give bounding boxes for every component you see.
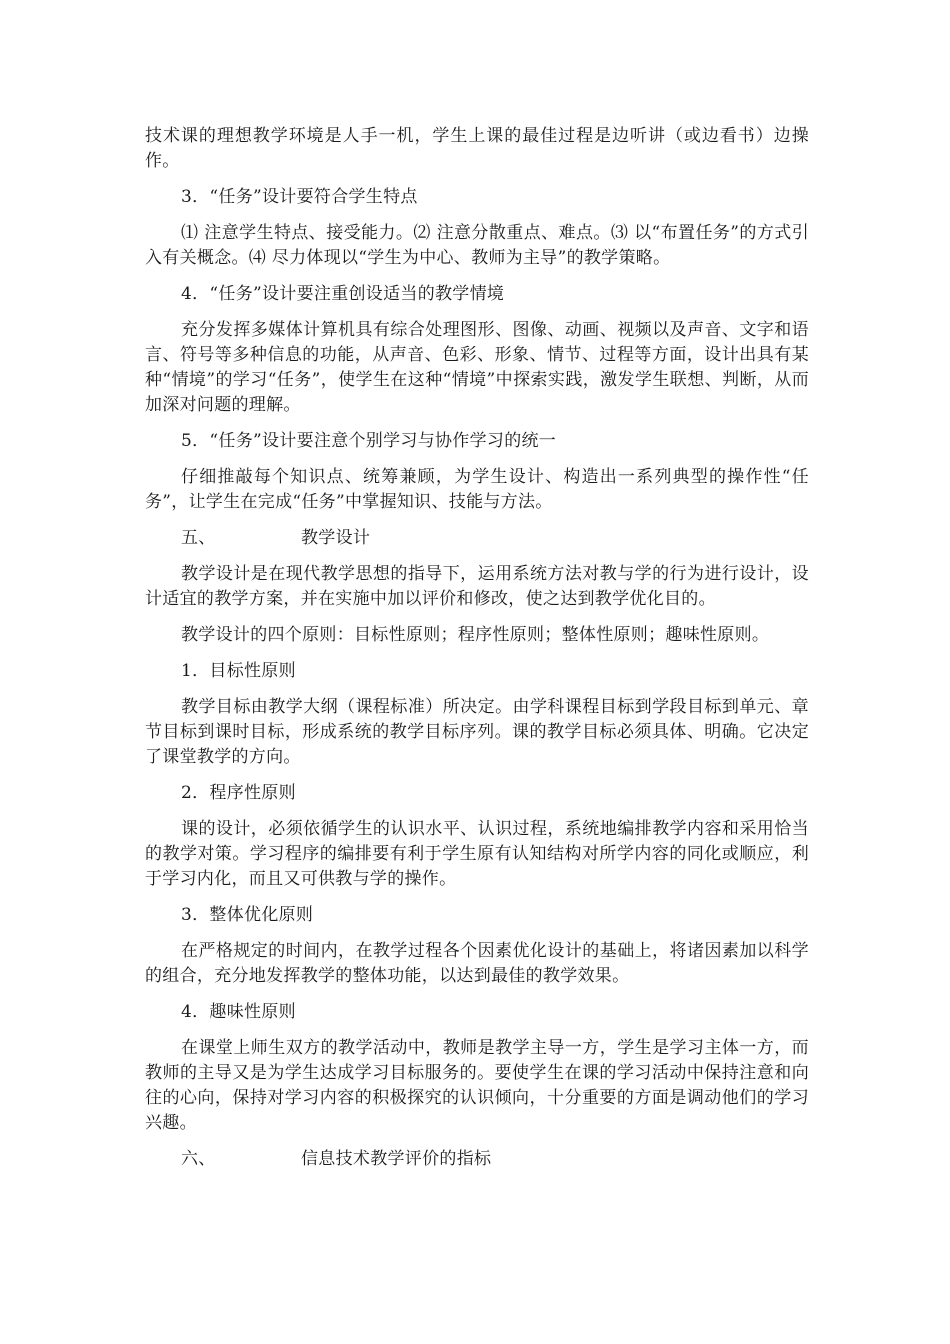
document-body xyxy=(145,124,809,1183)
paragraph: 充分发挥多媒体计算机具有综合处理图形、图像、动画、视频以及声音、文字和语言、符号等多种信息的功能，从声音、色彩、形象、情节、过程等方面，设计出具有某种“情境”的学习“任务”，使学生在这种“情境”中探索实践，激发学生联想、判断，从而加深对问题的理解。 xyxy=(145,320,809,415)
paragraph: 教学设计的四个原则：目标性原则；程序性原则；整体性原则；趣味性原则。 xyxy=(181,625,770,645)
paragraph: 课的设计，必须依循学生的认识水平、认识过程，系统地编排教学内容和采用恰当的教学对策。学习程序的编排要有利于学生原有认知结构对所学内容的同化或顺应，利于学习内化，而且又可供教与学的操作。 xyxy=(145,819,809,889)
subsection-heading: 1．目标性原则 xyxy=(181,661,296,681)
paragraph: 教学设计是在现代教学思想的指导下，运用系统方法对教与学的行为进行设计，设计适宜的教学方案，并在实施中加以评价和修改，使之达到教学优化目的。 xyxy=(145,564,809,609)
subsection-heading: 2．程序性原则 xyxy=(181,783,296,803)
subsection-heading: 5．“任务”设计要注意个别学习与协作学习的统一 xyxy=(181,431,557,451)
paragraph: 教学目标由教学大纲（课程标准）所决定。由学科课程目标到学段目标到单元、章节目标到课时目标，形成系统的教学目标序列。课的教学目标必须具体、明确。它决定了课堂教学的方向。 xyxy=(145,697,809,767)
paragraph: 技术课的理想教学环境是人手一机，学生上课的最佳过程是边听讲（或边看书）边操作。 xyxy=(145,126,809,171)
subsection-heading: 3．“任务”设计要符合学生特点 xyxy=(181,187,418,207)
section-heading xyxy=(145,526,809,551)
paragraph: 在严格规定的时间内，在教学过程各个因素优化设计的基础上，将诸因素加以科学的组合，充分地发挥教学的整体功能，以达到最佳的教学效果。 xyxy=(145,941,809,986)
section-title: 教学设计 xyxy=(301,528,371,548)
subsection-heading: 4．趣味性原则 xyxy=(181,1002,296,1022)
section-number: 六、 xyxy=(181,1149,216,1169)
paragraph: 在课堂上师生双方的教学活动中，教师是教学主导一方，学生是学习主体一方，而教师的主导又是为学生达成学习目标服务的。要使学生在课的学习活动中保持注意和向往的心向，保持对学习内容的积极探究的认识倾向，十分重要的方面是调动他们的学习兴趣。 xyxy=(145,1038,809,1133)
section-number: 五、 xyxy=(181,528,216,548)
section-heading xyxy=(145,1147,809,1172)
paragraph: 仔细推敲每个知识点、统筹兼顾，为学生设计、构造出一系列典型的操作性“任务”，让学生在完成“任务”中掌握知识、技能与方法。 xyxy=(145,467,809,512)
subsection-heading: 4．“任务”设计要注重创设适当的教学情境 xyxy=(181,284,505,304)
subsection-heading: 3．整体优化原则 xyxy=(181,905,314,925)
paragraph: ⑴ 注意学生特点、接受能力。⑵ 注意分散重点、难点。⑶ 以“布置任务”的方式引入有关概念。⑷ 尽力体现以“学生为中心、教师为主导”的教学策略。 xyxy=(145,223,809,268)
section-title: 信息技术教学评价的指标 xyxy=(301,1149,492,1169)
